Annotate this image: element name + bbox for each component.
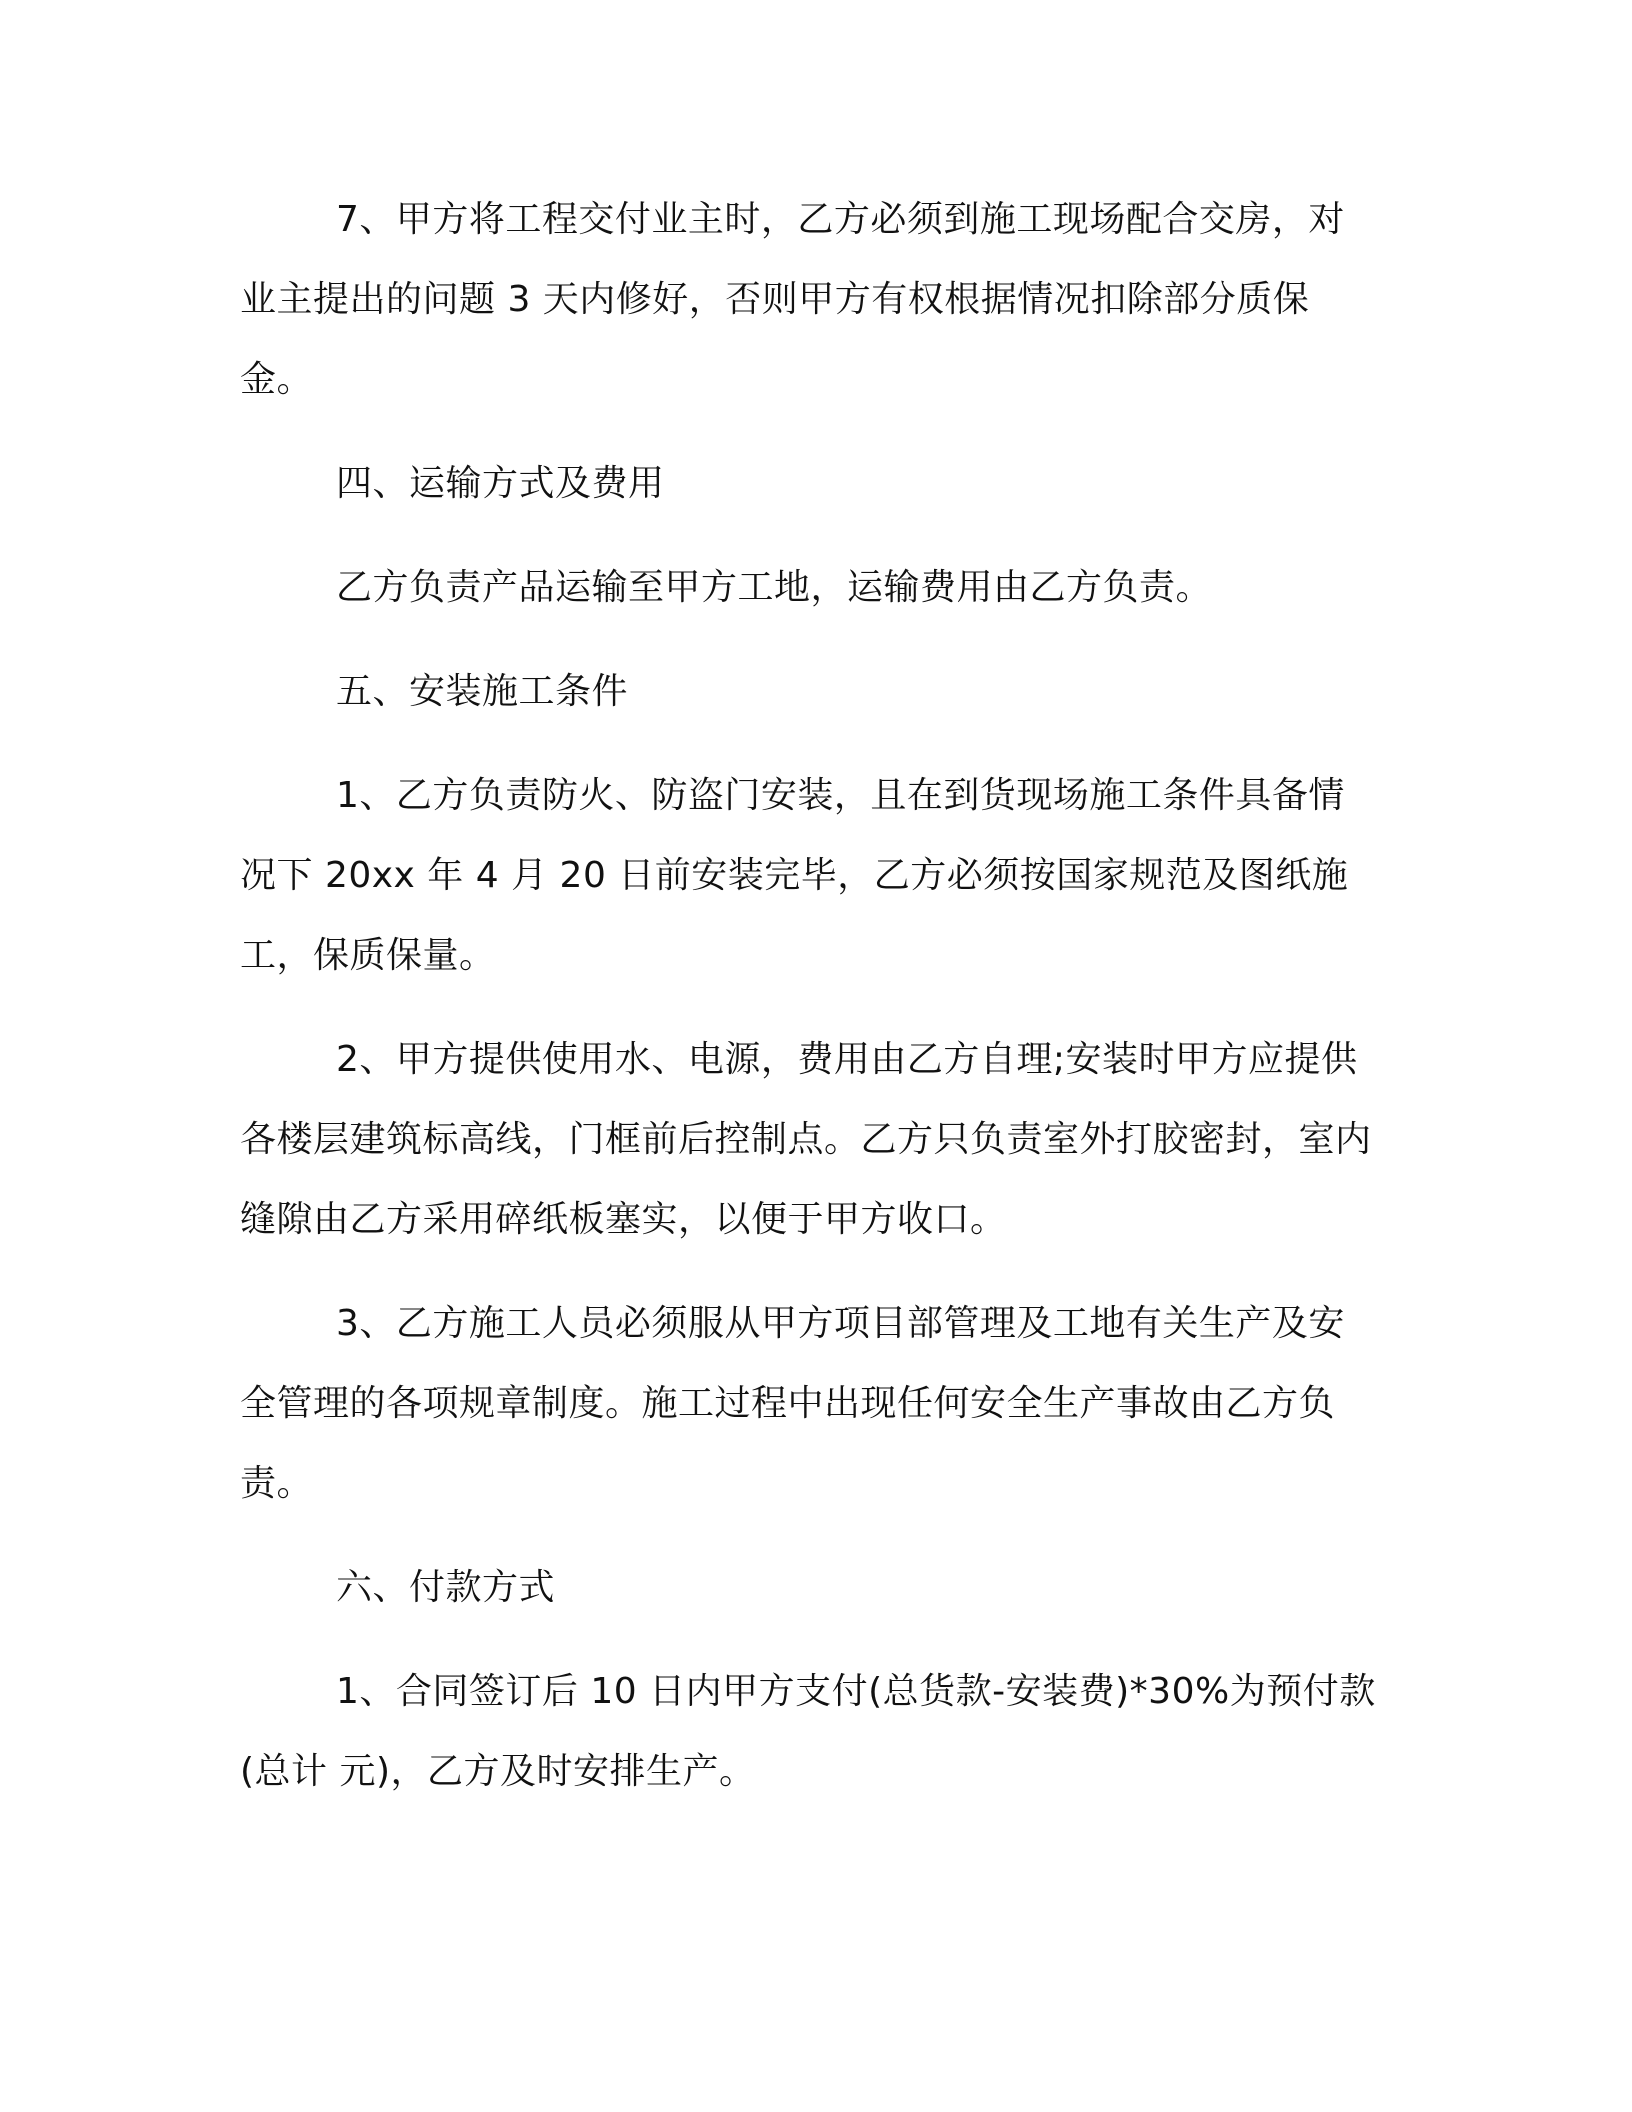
paragraph-clause-7: 7、甲方将工程交付业主时，乙方必须到施工现场配合交房，对业主提出的问题 3 天内修好，否则甲方有权根据情况扣除部分质保金。: [240, 199, 1345, 400]
paragraph-install-2: 2、甲方提供使用水、电源，费用由乙方自理;安装时甲方应提供各楼层建筑标高线，门框前后控制点。乙方只负责室外打胶密封，室内缝隙由乙方采用碎纸板塞实，以便于甲方收口。: [240, 1039, 1372, 1240]
section-heading-transport: 四、运输方式及费用: [336, 463, 665, 504]
paragraph-payment-1: 1、合同签订后 10 日内甲方支付(总货款-安装费)*30%为预付款(总计 元)，乙方及时安排生产。: [240, 1671, 1376, 1792]
paragraph-install-1: 1、乙方负责防火、防盗门安装，且在到货现场施工条件具备情况下 20xx 年 4 月 20 日前安装完毕，乙方必须按国家规范及图纸施工，保质保量。: [240, 775, 1349, 976]
section-heading-payment: 六、付款方式: [336, 1567, 556, 1608]
document-page: [240, 180, 1380, 1836]
section-heading-installation: 五、安装施工条件: [336, 671, 629, 712]
paragraph-install-3: 3、乙方施工人员必须服从甲方项目部管理及工地有关生产及安全管理的各项规章制度。施工过程中出现任何安全生产事故由乙方负责。: [240, 1303, 1345, 1504]
paragraph-transport: 乙方负责产品运输至甲方工地，运输费用由乙方负责。: [336, 567, 1213, 608]
